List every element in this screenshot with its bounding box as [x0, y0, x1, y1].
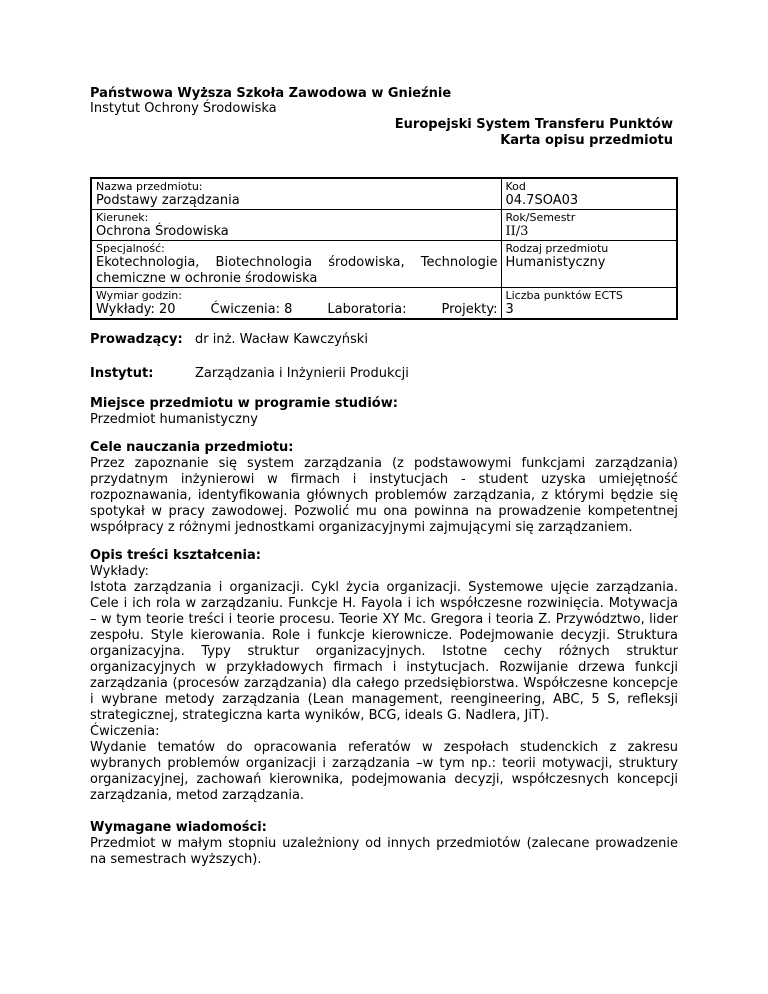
- subject-type-value: Humanistyczny: [505, 255, 606, 270]
- table-row: [91, 210, 677, 241]
- requirements-text: Przedmiot w małym stopniu uzależniony od innych przedmiotów (zalecane prowadzenie na semestrach wyższych).: [90, 836, 678, 867]
- lecturer-value: dr inż. Wacław Kawczyński: [195, 332, 368, 347]
- goals-text: Przez zapoznanie się system zarządzania (z podstawowymi funkcjami zarządzania) przydatnym inżynierowi w firmach i instytucjach - student uzyska umiejętność rozpoznawania, identyfikowania głównych problemów zarządzania, z którymi będzie się spotykał w pracy zawodowej. Pozwolić mu ona powinna na prowadzenie kompetentnej współpracy z różnymi jednostkami organizacyjnymi zajmującymi się zarządzaniem.: [90, 456, 678, 535]
- table-row: [91, 241, 677, 288]
- requirements-title: Wymagane wiadomości:: [90, 820, 267, 835]
- goals-title: Cele nauczania przedmiotu:: [90, 440, 294, 455]
- ects-value: 3: [505, 302, 514, 317]
- hours-exercises: Ćwiczenia: 8: [210, 302, 293, 317]
- hours-projects: Projekty:: [441, 302, 498, 317]
- card-title: Karta opisu przedmiotu: [500, 133, 673, 148]
- content-title: Opis treści kształcenia:: [90, 548, 261, 563]
- lectures-label: Wykłady:: [90, 564, 149, 579]
- institute-value: Zarządzania i Inżynierii Produkcji: [195, 366, 409, 381]
- subject-info-table: [90, 177, 678, 320]
- subject-value: Podstawy zarządzania: [96, 193, 240, 208]
- year-value: II/3: [505, 224, 529, 239]
- exercises-text: Wydanie tematów do opracowania referatów w zespołach studenckich z zakresu wybranych problemów organizacji i zarządzania –w tym np.: teorii motywacji, struktury organizacyjnej, zachowań kierownika, podejmowania decyzji, współczesnych koncepcji zarządzania, metod zarządzania.: [90, 740, 678, 803]
- lectures-text: Istota zarządzania i organizacji. Cykl życia organizacji. Systemowe ujęcie zarządzania. Cele i ich rola w zarządzaniu. Funkcje H. Fayola i ich współczesne rozwinięcia. Motywacja – w tym teorie treści i teorie procesu. Teorie XY Mc. Gregora i teoria Z. Przywództwo, lider zespołu. Style kierowania. Role i funkcje kierownicze. Podejmowanie decyzji. Struktura organizacyjna. Typy struktur organizacyjnych. Istotne cechy różnych struktur organizacyjnych w przykładowych firmach i instytucjach. Rozwijanie drzewa funkcji zarządzania (procesów zarządzania) dla całego przedsiębiorstwa. Współczesne koncepcje i wybrane metody zarządzania (Lean management, reengineering, ABC, 5 S, refleksji strategicznej, strategiczna karta wyników, BCG, ideals G. Nadlera, JiT).: [90, 580, 678, 723]
- document-heading: [395, 117, 673, 149]
- code-value: 04.7SOA03: [505, 193, 579, 208]
- specialization-value: Ekotechnologia, Biotechnologia środowiska, Technologie chemiczne w ochronie środowiska: [96, 255, 498, 286]
- goals-section: [90, 440, 678, 536]
- content-section: [90, 548, 678, 804]
- direction-value: Ochrona Środowiska: [96, 224, 229, 239]
- place-section: [90, 396, 678, 428]
- university-name: Państwowa Wyższa Szkoła Zawodowa w Gnieźnie: [90, 86, 452, 101]
- place-text: Przedmiot humanistyczny: [90, 412, 258, 427]
- table-row: [91, 288, 677, 320]
- ects-label: Liczba punktów ECTS: [505, 289, 623, 302]
- hours-breakdown: [96, 302, 498, 318]
- hours-lectures: Wykłady: 20: [96, 302, 176, 317]
- code-label: Kod: [505, 180, 526, 193]
- direction-label: Kierunek:: [96, 211, 149, 224]
- place-title: Miejsce przedmiotu w programie studiów:: [90, 396, 398, 411]
- system-title: Europejski System Transferu Punktów: [394, 117, 673, 132]
- institute-name: Instytut Ochrony Środowiska: [90, 101, 277, 116]
- subject-type-label: Rodzaj przedmiotu: [505, 242, 609, 255]
- exercises-label: Ćwiczenia:: [90, 724, 160, 739]
- specialization-label: Specjalność:: [96, 242, 165, 255]
- requirements-section: [90, 820, 678, 868]
- lecturer-label: Prowadzący:: [90, 332, 183, 347]
- institute-label: Instytut:: [90, 366, 154, 381]
- hours-labs: Laboratoria:: [327, 302, 407, 317]
- subject-label: Nazwa przedmiotu:: [96, 180, 203, 193]
- hours-label: Wymiar godzin:: [96, 289, 182, 302]
- year-label: Rok/Semestr: [505, 211, 576, 224]
- table-row: [91, 178, 677, 210]
